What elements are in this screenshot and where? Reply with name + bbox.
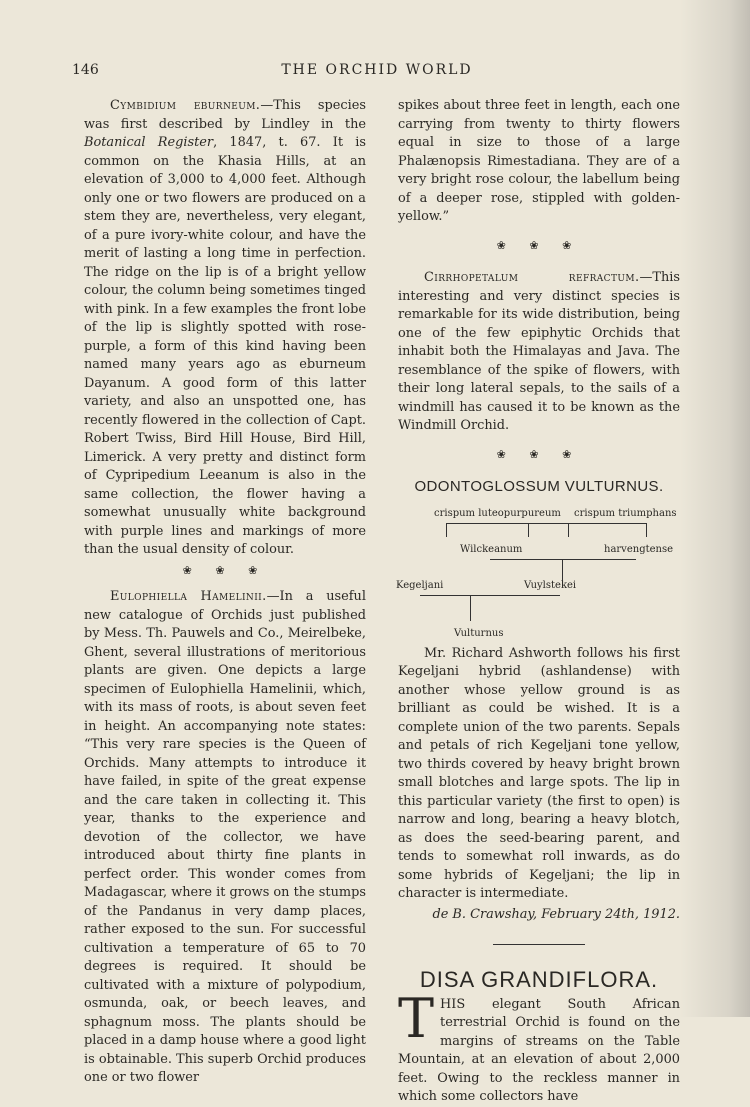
- parent-kegeljani: Kegeljani: [396, 579, 444, 591]
- parent-crispum-luteopurpureum: crispum luteopurpureum: [434, 507, 561, 519]
- running-title: THE ORCHID WORLD: [281, 62, 473, 78]
- page-header: [72, 62, 682, 86]
- pedigree-line: [420, 595, 560, 596]
- disa-paragraph: [398, 986, 680, 1107]
- hybrid-vulturnus: Vulturnus: [454, 627, 504, 639]
- cymbidium-heading: Cymbidium eburneum.: [110, 98, 261, 113]
- right-column: [398, 97, 680, 1107]
- drop-cap: T: [398, 986, 435, 1050]
- pedigree-line: [470, 595, 471, 621]
- eulophiella-paragraph: [84, 588, 366, 1088]
- cirrhopetalum-paragraph: [398, 269, 680, 436]
- hybrid-pedigree-diagram: [398, 505, 680, 645]
- parent-vuylstekei: Vuylstekei: [524, 579, 577, 591]
- parent-crispum-triumphans: crispum triumphans: [574, 507, 677, 519]
- cymbidium-text-2: , 1847, t. 67. It is common on the Khasia Hills, at an elevation of 3,000 to 4,000 feet. Although only one or two flowers are produced on a stem they are, nevertheless, very elegant, of a pure ivory-white colour, and have the merit of lasting a long time in perfection. The ridge on the lip is of a bright yellow colour, the column being sometimes tinged with pink. In a few examples the front lobe of the lip is slightly spotted with rose-purple, a form of this kind having been named many years ago as eburneum Dayanum. A good form of this latter variety, and also an unspotted one, has recently flowered in the collection of Capt. Robert Twiss, Bird Hill House, Bird Hill, Limerick. A very pretty and distinct form of Cypripedium Leeanum is also in the same collection, the flower having a somewhat unusually white background with purple lines and markings of more than the usual density of colour.: [84, 135, 366, 557]
- odontoglossum-paragraph: Mr. Richard Ashworth follows his first Kegeljani hybrid (ashlandense) with another whose yellow ground is as brilliant as could be wished. It is a complete union of the two parents. Sepals and petals of rich Kegeljani tone yellow, two thirds covered by heavy bright brown small blotches and large spots. The lip in this particular variety (the first to open) is narrow and long, bearing a heavy blotch, as does the seed-bearing parent, and tends to somewhat roll inwards, as do some hybrids of Kegeljani; the lip in character is intermediate.: [398, 645, 680, 901]
- cymbidium-journal: Botanical Register: [84, 135, 214, 150]
- page-edge-shadow: [680, 0, 750, 1017]
- odontoglossum-title: ODONTOGLOSSUM VULTURNUS.: [414, 478, 664, 495]
- section-separator: ❀ ❀ ❀: [496, 447, 582, 461]
- cirrhopetalum-heading: Cirrhopetalum refractum.: [424, 270, 640, 285]
- section-rule: [493, 944, 585, 945]
- section-separator: ❀ ❀ ❀: [182, 563, 268, 577]
- pedigree-line: [568, 523, 569, 537]
- left-column: [84, 97, 366, 1088]
- cirrhopetalum-text: —This interesting and very distinct species is remarkable for its wide distribution, being one of the few epiphytic Orchids that inhabit both the Himalayas and Java. The resemblance of the spike of flowers, with their long lateral sepals, to the sails of a windmill has caused it to be known as the Windmill Orchid.: [398, 270, 680, 433]
- disa-title: DISA GRANDIFLORA.: [419, 967, 659, 992]
- parent-harvengtense: harvengtense: [604, 543, 674, 555]
- disa-text: HIS elegant South African terrestrial Orchid is found on the margins of streams on the Table Mountain, at an elevation of about 2,000 feet. Owing to the reckless manner in which some collectors have: [398, 996, 680, 1104]
- page-number: 146: [72, 62, 99, 78]
- eulophiella-heading: Eulophiella Hamelinii.: [110, 589, 267, 604]
- pedigree-line: [646, 523, 647, 537]
- pedigree-line: [528, 523, 529, 537]
- parent-wilckeanum: Wilckeanum: [460, 543, 523, 555]
- section-separator: ❀ ❀ ❀: [496, 238, 582, 252]
- pedigree-line: [446, 523, 646, 524]
- pedigree-line: [490, 559, 636, 560]
- signature: de B. Crawshay, February 24th, 1912.: [432, 906, 680, 922]
- cymbidium-text-1: —This species was first described by Lindley in the: [84, 98, 366, 132]
- pedigree-line: [446, 523, 447, 537]
- eulophiella-text: —In a useful new catalogue of Orchids just published by Mess. Th. Pauwels and Co., Meirelbeke, Ghent, several illustrations of meritorious plants are given. One depicts a large specimen of Eulophiella Hamelinii, which, with its mass of roots, is about seven feet in height. An accompanying note states: “This very rare species is the Queen of Orchids. Many attempts to introduce it have failed, in spite of the great expense and the care taken in collecting it. This year, thanks to the experience and devotion of the collector, we have introduced about thirty fine plants in perfect order. This wonder comes from Madagascar, where it grows on the stumps of the Pandanus in very damp places, rather exposed to the sun. For successful cultivation a temperature of 65 to 70 degrees is required. It should be cultivated with a mixture of polypodium, osmunda, oak, or beech leaves, and sphagnum moss. The plants should be placed in a damp house where a good light is obtainable. This superb Orchid produces one or two flower: [84, 589, 366, 1085]
- eulophiella-continuation: spikes about three feet in length, each one carrying from twenty to thirty flowers equal in size to those of a large Phalænopsis Rimestadiana. They are of a very bright rose colour, the labellum being of a deeper rose, stippled with golden-yellow.”: [398, 98, 680, 224]
- cymbidium-paragraph: [84, 97, 366, 560]
